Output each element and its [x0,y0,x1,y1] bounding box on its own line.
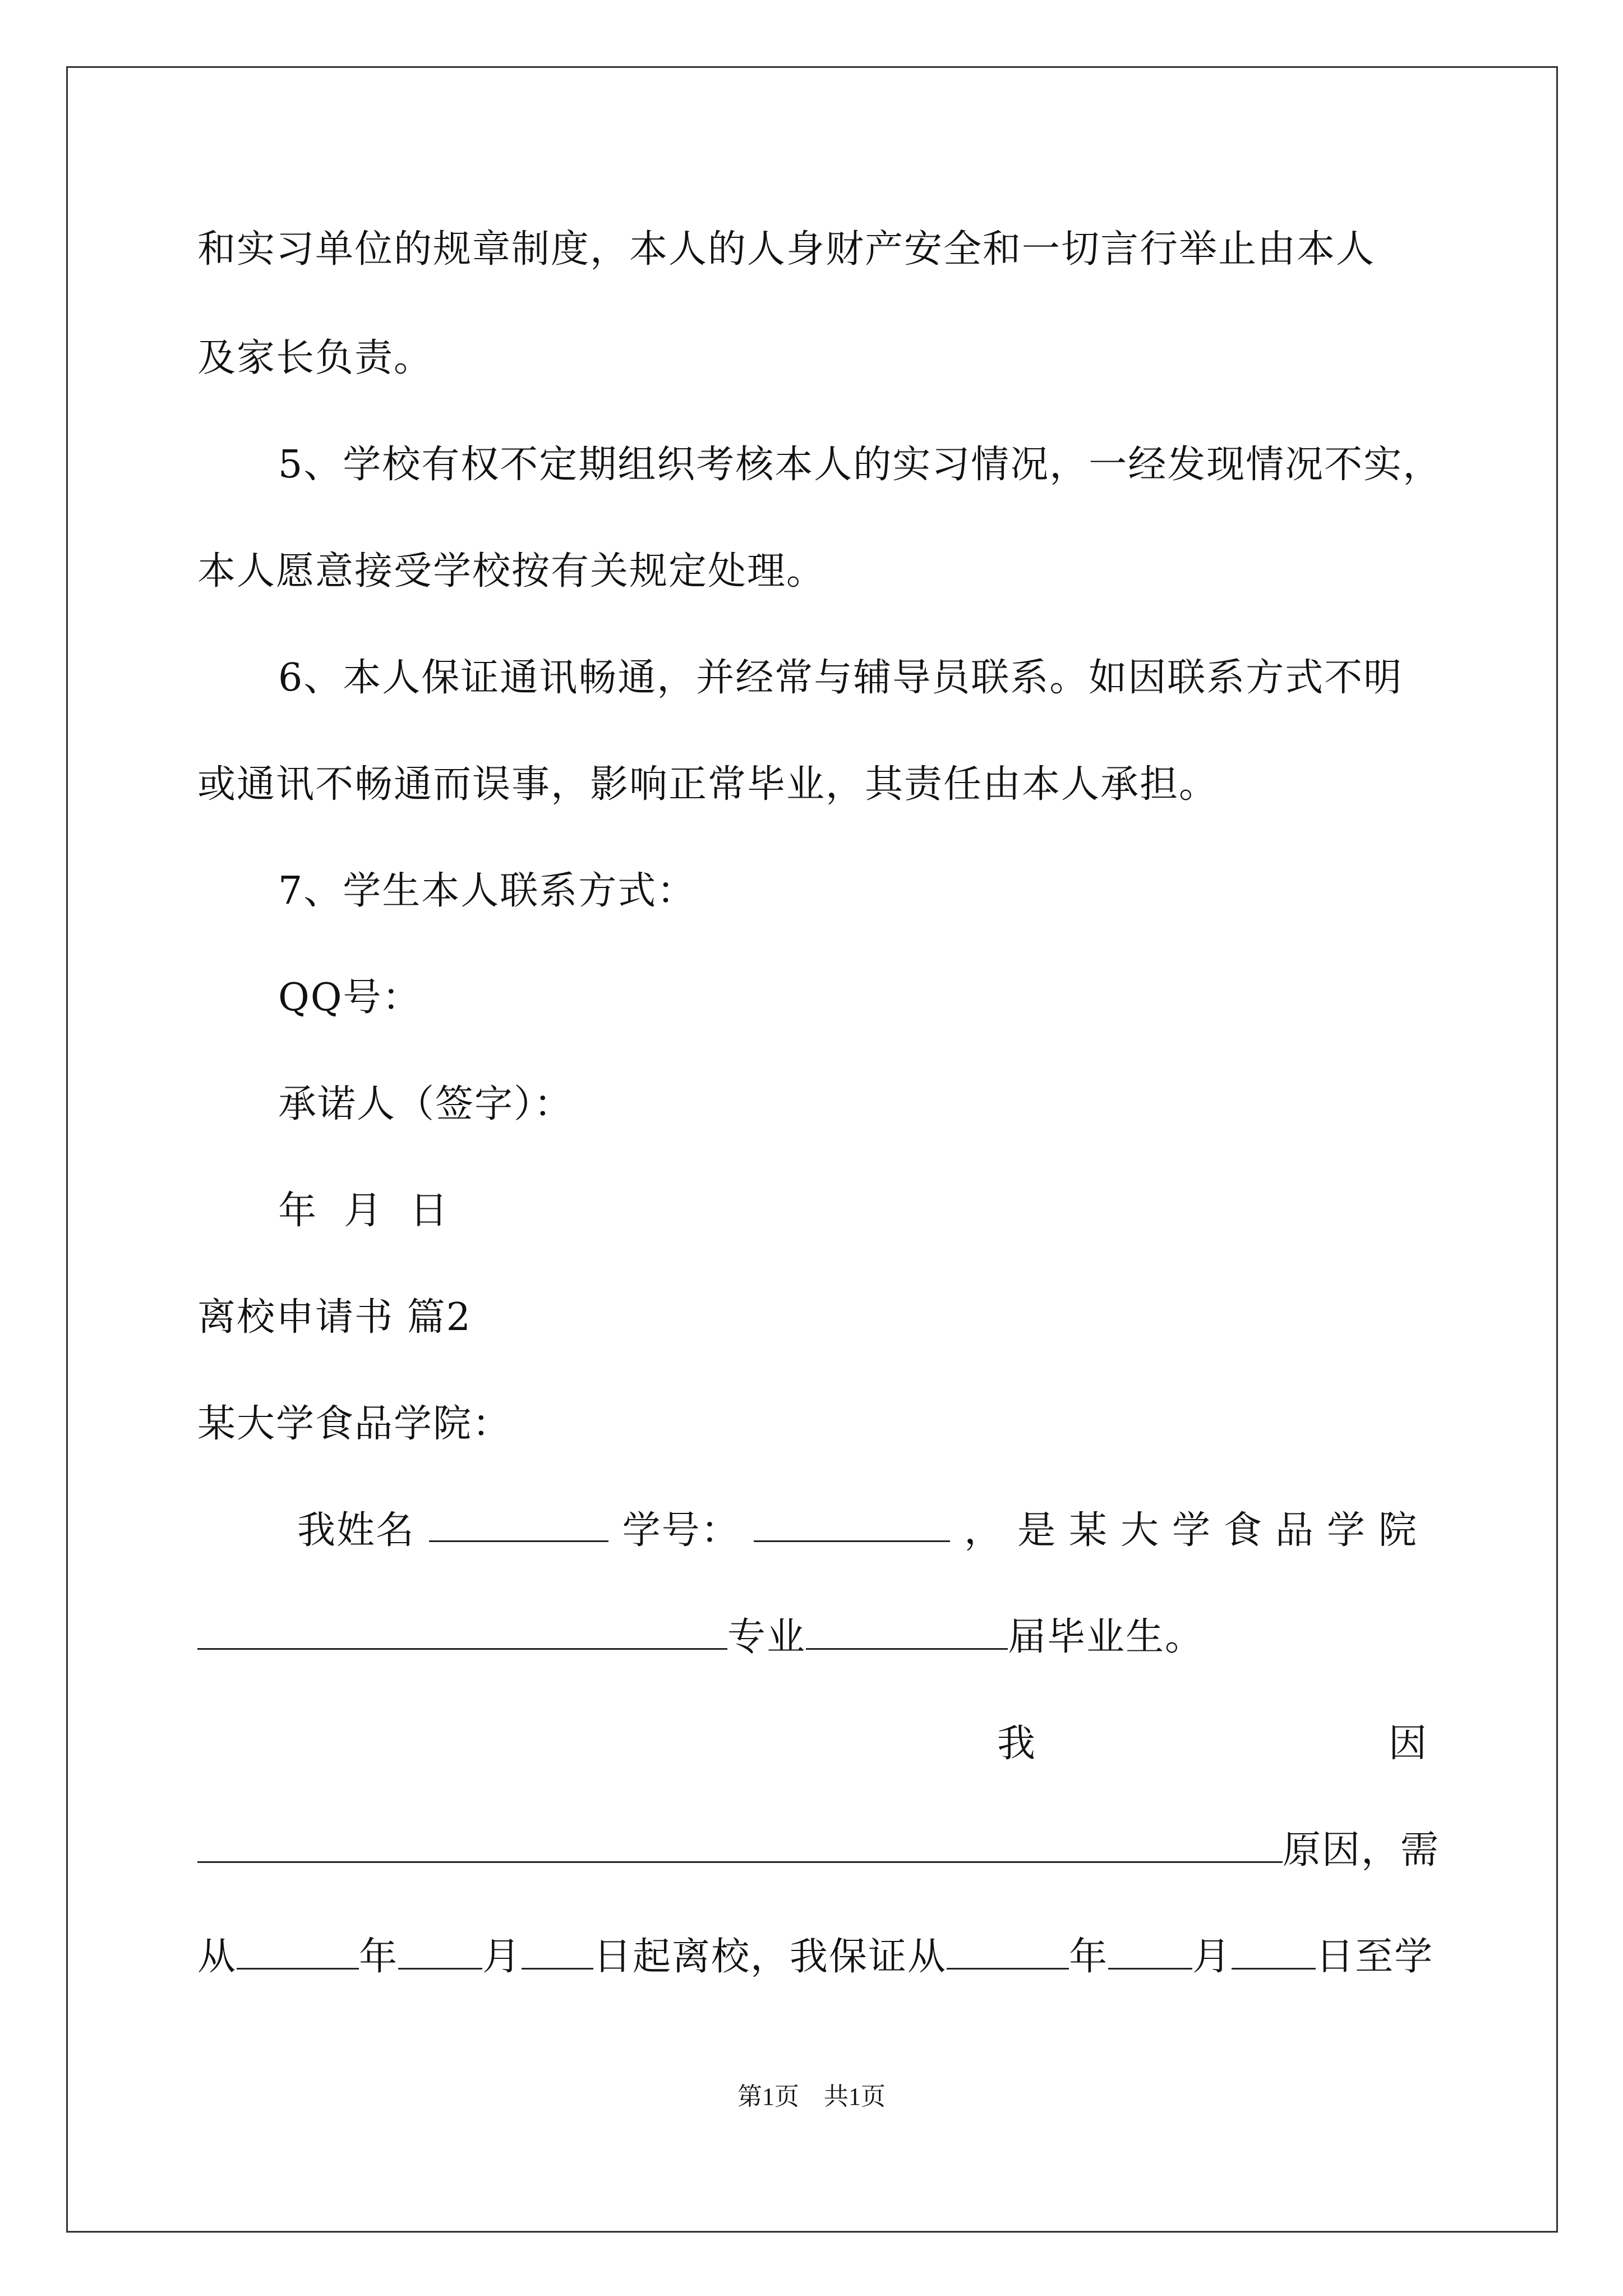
day-leave-label: 日起离校，我保证从 [593,1935,947,1979]
addressee: 某大学食品学院： [197,1402,512,1446]
graduate-label: 届毕业生。 [1008,1615,1205,1659]
student-id-blank [754,1506,950,1542]
month-label: 月 [482,1935,522,1979]
leave-day-blank [522,1933,593,1970]
reason-word-2: 因 [1389,1722,1428,1766]
text-line: 本人愿意接受学校按有关规定处理。 [197,549,826,593]
year-label: 年 [359,1935,399,1979]
major-blank [806,1613,1008,1650]
leave-month-blank [398,1933,482,1970]
page-footer [0,2080,1623,2114]
reason-blank [197,1826,1283,1863]
college-text: 是某大学食品学院 [1017,1508,1430,1553]
from-label: 从 [197,1935,237,1979]
year-label-2: 年 [1069,1935,1109,1979]
text-line: 及家长负责。 [197,336,434,380]
day-to-label: 日至学 [1316,1935,1434,1979]
text-line: 承诺人（签字）： [278,1082,574,1126]
return-month-blank [1108,1933,1192,1970]
major-label: 专业 [727,1615,806,1659]
section-title: 离校申请书 篇2 [197,1295,472,1340]
leave-year-blank [237,1933,359,1970]
form-line-dates [197,1932,1433,1982]
date-line: 年 月 日 [278,1189,449,1233]
comma: ， [964,1508,1004,1553]
page-border [66,66,1558,2233]
reason-end: 原因，需 [1283,1828,1440,1872]
page-current: 第1页 [737,2083,799,2110]
text-line: 和实习单位的规章制度，本人的人身财产安全和一切言行举止由本人 [197,227,1376,272]
form-line-reason [197,1825,1440,1876]
page-total: 共1页 [824,2083,886,2110]
name-label: 我姓名 [297,1508,416,1553]
form-line-name [297,1506,1430,1556]
form-line-major [197,1612,1204,1663]
text-line: 6、本人保证通讯畅通，并经常与辅导员联系。如因联系方式不明 [278,656,1403,700]
student-id-label: 学号： [622,1508,740,1553]
return-year-blank [947,1933,1069,1970]
name-blank [429,1506,608,1542]
month-label-2: 月 [1192,1935,1232,1979]
text-line: QQ号： [278,976,422,1020]
text-line: 或通讯不畅通而误事，影响正常毕业，其责任由本人承担。 [197,762,1219,807]
reason-word-1: 我 [997,1722,1037,1766]
text-line: 7、学生本人联系方式： [278,869,697,913]
return-day-blank [1232,1933,1316,1970]
text-line: 5、学校有权不定期组织考核本人的实习情况，一经发现情况不实， [278,443,1442,487]
college-blank [197,1613,727,1650]
